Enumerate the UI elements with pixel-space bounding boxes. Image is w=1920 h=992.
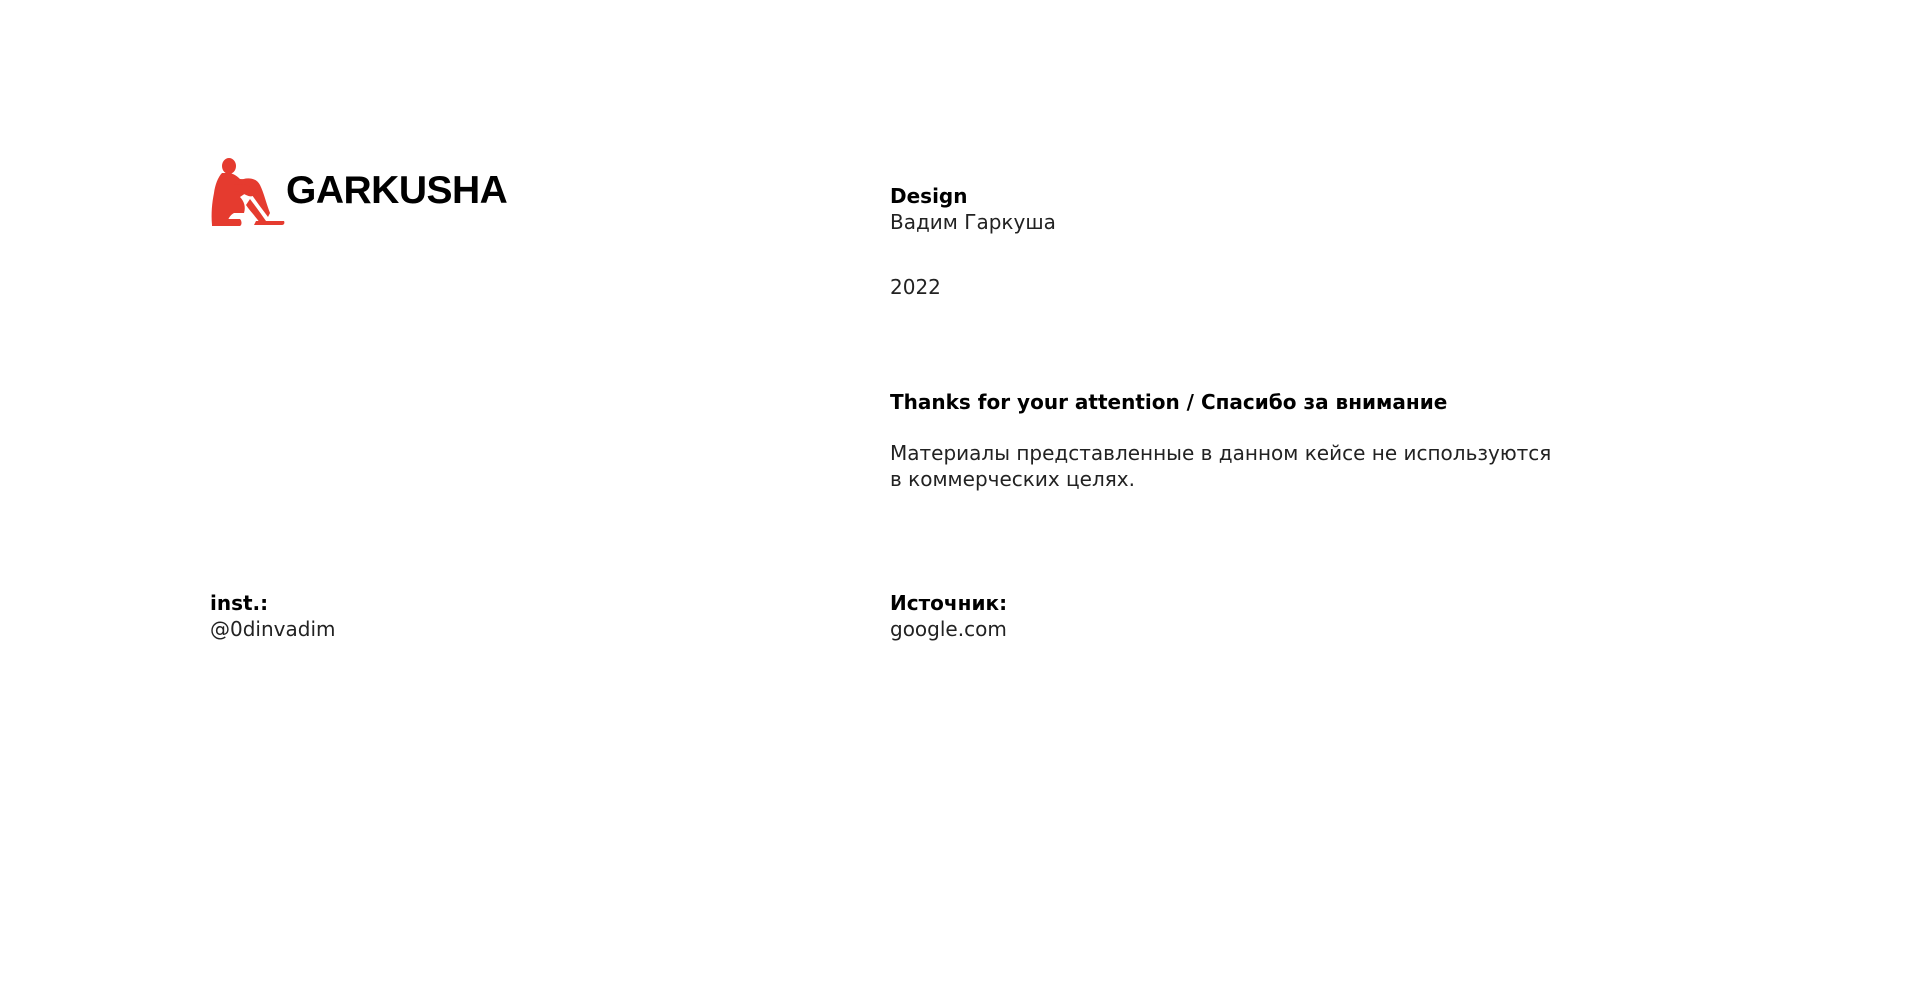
sitting-person-icon [210,155,286,227]
design-credit [890,183,1056,235]
brand-name: GARKUSHA [286,168,508,212]
inst-label: inst.: [210,591,269,615]
brand [210,155,507,227]
designer-name: Вадим Гаркуша [890,210,1056,234]
inst-handle[interactable]: @0dinvadim [210,617,336,641]
source-info [890,590,1007,642]
thanks-text: Thanks for your attention / Спасибо за внимание [890,390,1448,414]
disclaimer-note [890,440,1590,492]
source-label: Источник: [890,591,1008,615]
source-link[interactable]: google.com [890,617,1007,641]
year [890,274,941,300]
disclaimer-line-1: Материалы представленные в данном кейсе не используются [890,441,1552,465]
year-value: 2022 [890,275,941,299]
instagram-contact [210,590,335,642]
thanks-heading [890,389,1447,415]
design-label: Design [890,184,968,208]
disclaimer-line-2: в коммерческих целях. [890,467,1135,491]
